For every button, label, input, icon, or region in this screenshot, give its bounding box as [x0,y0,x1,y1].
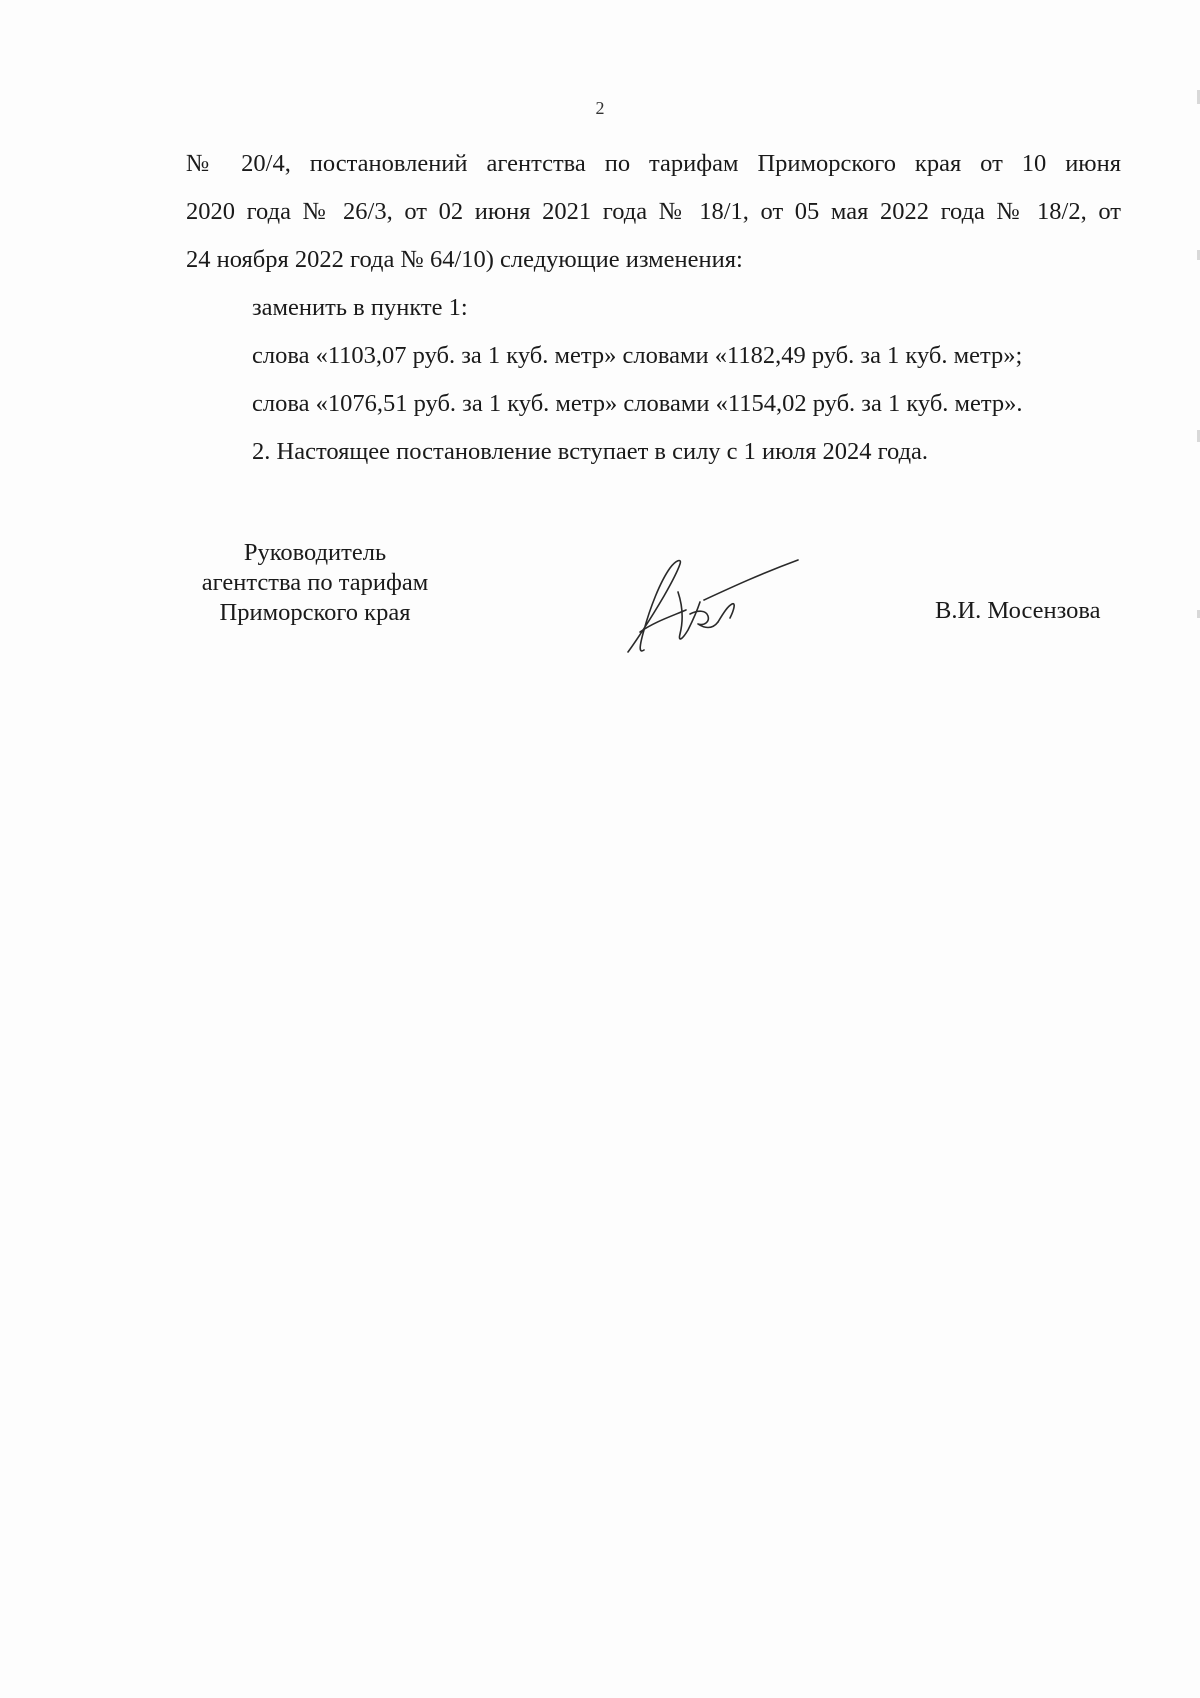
signer-position-line: Руководитель [243,539,387,566]
paragraph-line: № 20/4, постановлений агентства по тарифам Приморского края от 10 июня [186,150,1121,177]
paragraph-line: 24 ноября 2022 года № 64/10) следующие изменения: [186,246,743,273]
signer-position [170,538,460,628]
signature-block [0,538,1200,658]
effective-date-clause: 2. Настоящее постановление вступает в силу с 1 июля 2024 года. [252,438,929,465]
handwritten-signature [620,552,810,662]
paragraph-line: 2020 года № 26/3, от 02 июня 2021 года № 18/1, от 05 мая 2022 года № 18/2, от [186,198,1121,225]
page-number: 2 [595,98,605,118]
amendment-item: слова «1076,51 руб. за 1 куб. метр» словами «1154,02 руб. за 1 куб. метр». [252,390,1023,417]
signer-position-line: агентства по тарифам [201,569,429,596]
amendment-item: слова «1103,07 руб. за 1 куб. метр» словами «1182,49 руб. за 1 куб. метр»; [252,342,1023,369]
signer-name: В.И. Мосензова [935,597,1101,624]
signer-position-line: Приморского края [219,599,411,626]
amendment-intro: заменить в пункте 1: [252,294,468,321]
document-body [186,140,1121,476]
